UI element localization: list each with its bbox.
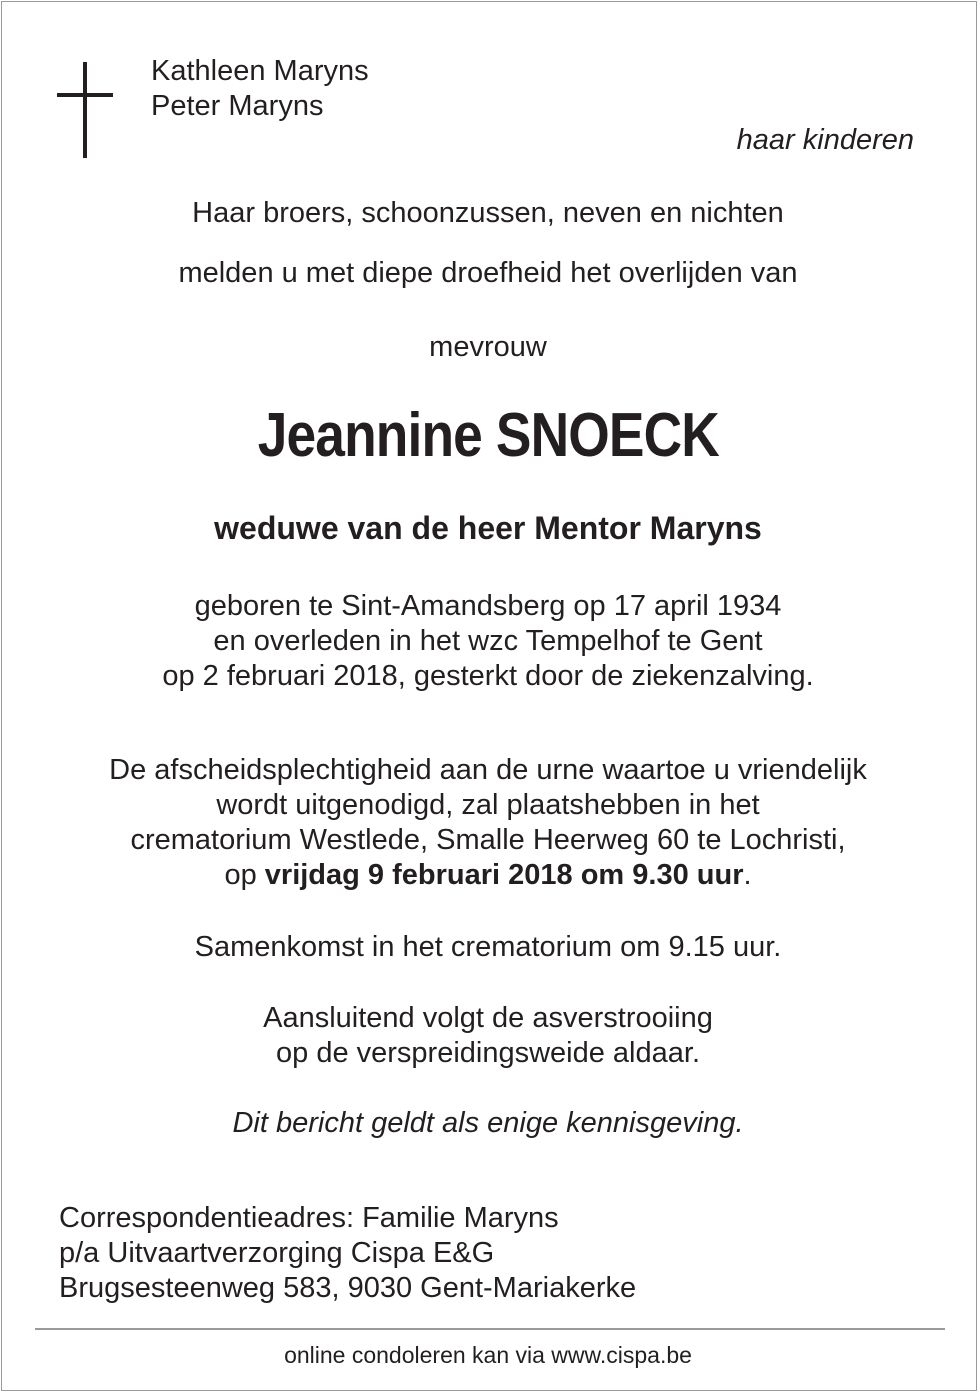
address-line: Correspondentieadres: Familie Maryns bbox=[59, 1202, 559, 1234]
deceased-title: mevrouw bbox=[429, 331, 547, 363]
address-line: Brugsesteenweg 583, 9030 Gent-Mariakerke bbox=[59, 1272, 637, 1304]
widow-of-line: weduwe van de heer Mentor Maryns bbox=[214, 510, 762, 546]
scattering-line: op de verspreidingsweide aldaar. bbox=[276, 1037, 700, 1069]
relatives-line: Haar broers, schoonzussen, neven en nichten bbox=[192, 197, 784, 229]
scattering-details bbox=[0, 1001, 976, 1071]
ceremony-details bbox=[0, 753, 976, 893]
ceremony-date-suffix: . bbox=[743, 859, 752, 891]
life-line: op 2 februari 2018, gesterkt door de ziekenzalving. bbox=[162, 660, 814, 692]
scattering-line: Aansluitend volgt de asverstrooiing bbox=[263, 1002, 713, 1034]
child-name: Peter Maryns bbox=[151, 90, 324, 122]
ceremony-date: vrijdag 9 februari 2018 om 9.30 uur bbox=[264, 859, 744, 891]
life-details bbox=[0, 589, 976, 694]
ceremony-date-line bbox=[0, 858, 976, 893]
address-line: p/a Uitvaartverzorging Cispa E&G bbox=[59, 1237, 495, 1269]
ceremony-line: De afscheidsplechtigheid aan de urne waartoe u vriendelijk bbox=[109, 754, 867, 786]
cross-icon bbox=[57, 62, 113, 158]
children-names bbox=[151, 54, 369, 124]
ceremony-line: crematorium Westlede, Smalle Heerweg 60 te Lochristi, bbox=[130, 824, 846, 856]
online-condolence-link[interactable]: online condoleren kan via www.cispa.be bbox=[284, 1342, 692, 1368]
life-line: en overleden in het wzc Tempelhof te Gent bbox=[213, 625, 763, 657]
notice-line: Dit bericht geldt als enige kennisgeving. bbox=[232, 1107, 744, 1139]
children-role: haar kinderen bbox=[736, 124, 914, 156]
deceased-name: Jeannine SNOECK bbox=[257, 401, 719, 470]
ceremony-date-prefix: op bbox=[224, 859, 265, 891]
life-line: geboren te Sint-Amandsberg op 17 april 1934 bbox=[194, 590, 782, 622]
correspondence-address bbox=[59, 1201, 636, 1306]
meeting-line: Samenkomst in het crematorium om 9.15 uur. bbox=[194, 931, 782, 963]
footer-divider bbox=[35, 1328, 945, 1330]
announcement-message: melden u met diepe droefheid het overlijden van bbox=[178, 257, 798, 289]
child-name: Kathleen Maryns bbox=[151, 55, 369, 87]
ceremony-line: wordt uitgenodigd, zal plaatshebben in het bbox=[216, 789, 760, 821]
